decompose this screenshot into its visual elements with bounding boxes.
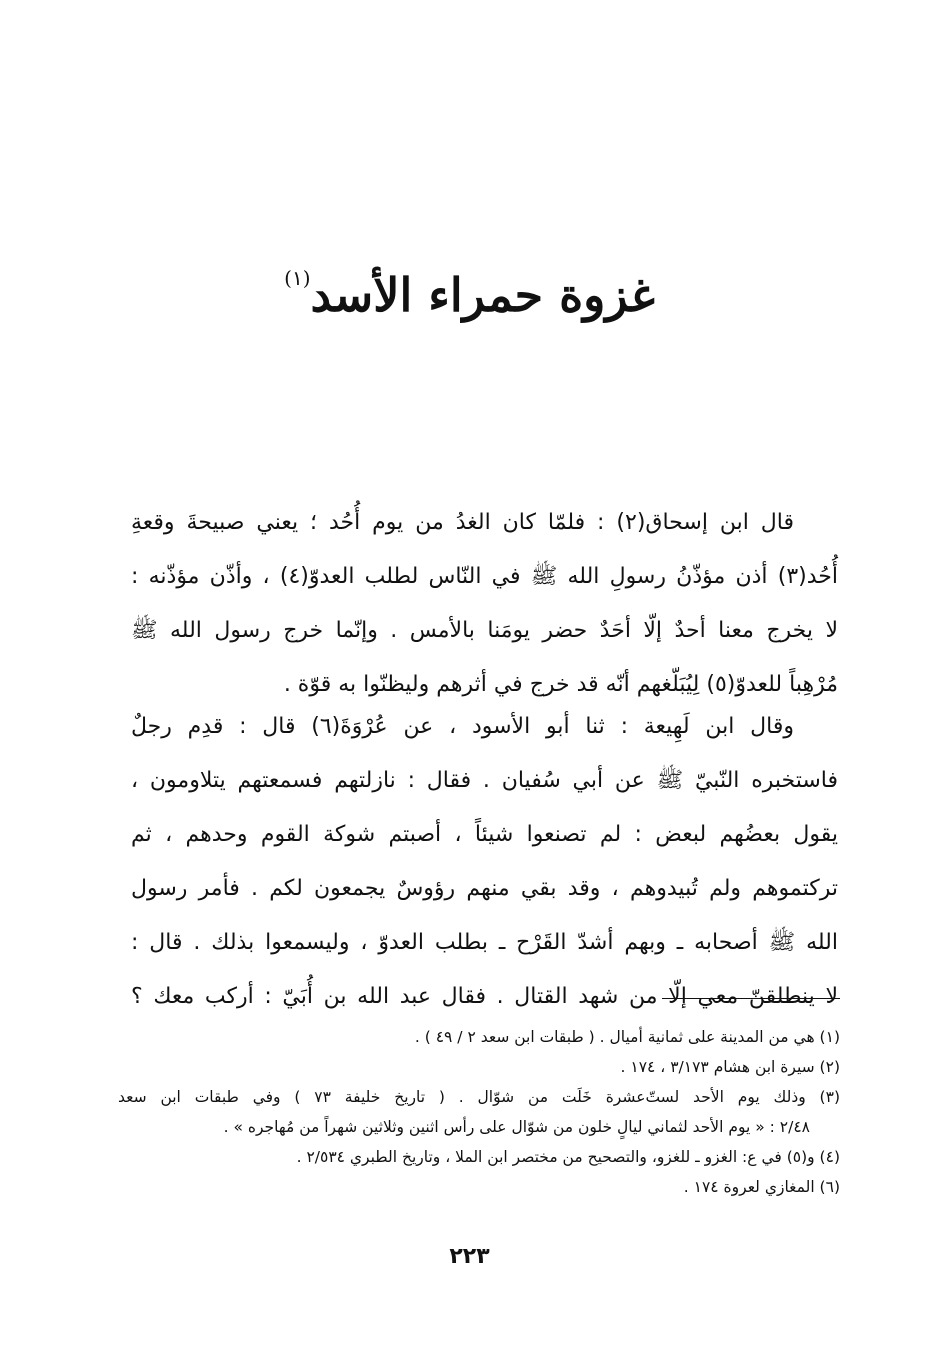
footnote: (٢) سيرة ابن هشام ٣/١٧٣ ، ١٧٤ . [620, 1058, 840, 1076]
text-line: يقول بعضُهم لبعض : لم تصنعوا شيئاً ، أصبتم شوكة القوم وحدهم ، ثم [131, 822, 838, 847]
footnote-continuation: ٢/٤٨ : « يوم الأحد لثماني ليالٍ خلون من شوّال على رأس اثنين وثلاثين شهراً من مُهاجره » . [223, 1118, 810, 1136]
footnote: (٤) و(٥) في ع: الغزو ـ للغزو، والتصحيح من مختصر ابن الملا ، وتاريخ الطبري ٢/٥٣٤ . [296, 1148, 840, 1166]
text-line: لا يخرج معنا أحدٌ إلّا أحَدٌ حضر يومَنا بالأمس . وإنّما خرج رسول الله ﷺ [131, 618, 838, 643]
text-line: لا ينطلقنّ معي إلّا من شهد القتال . فقال عبد الله بن أُبَيّ : أركب معك ؟ [131, 984, 838, 1009]
paragraph-2 [131, 700, 838, 1024]
footnote: (٣) وذلك يوم الأحد لستّ‌عشرة خَلَت من شوّال . ( تاريخ خليفة ٧٣ ) وفي طبقات ابن سعد [118, 1088, 840, 1106]
paragraph-1 [131, 496, 838, 712]
footnote: (٦) المغازي لعروة ١٧٤ . [683, 1178, 840, 1196]
text-line: مُرْهِباً للعدوّ(٥) لِيُبَلّغهم أنّه قد خرج في أثرهم وليظنّوا به قوّة . [283, 672, 838, 697]
text-line: وقال ابن لَهِيعة : ثنا أبو الأسود ، عن عُرْوَةَ(٦) قال : قدِم رجلٌ [131, 714, 794, 739]
chapter-title [0, 248, 939, 325]
chapter-title-text: غزوة حمراء الأسد [310, 268, 655, 322]
footnote-separator [662, 998, 840, 999]
footnotes [118, 1022, 840, 1202]
text-line: تركتموهم ولم تُبيدوهم ، وقد بقي منهم رؤوسٌ يجمعون لكم . فأمر رسول [131, 876, 838, 901]
page-number: ٢٢٣ [449, 1244, 490, 1269]
text-line: أُحُد(٣) أذن مؤذّنُ رسولِ الله ﷺ في النّاس لطلب العدوّ(٤) ، وأذّن مؤذّنه : [131, 564, 838, 589]
text-line: قال ابن إسحاق(٢) : فلمّا كان الغدُ من يوم أُحُد ؛ يعني صبيحةَ وقعةِ [131, 510, 795, 535]
text-line: الله ﷺ أصحابه ـ وبهم أشدّ القَرْح ـ بطلب العدوّ ، وليسمعوا بذلك . قال : [131, 930, 838, 955]
text-line: فاستخبره النّبيّ ﷺ عن أبي سُفيان . فقال : نازلتهم فسمعتهم يتلاومون ، [131, 768, 838, 793]
chapter-title-note-ref: (١) [284, 266, 311, 290]
footnote: (١) هي من المدينة على ثمانية أميال . ( طبقات ابن سعد ٢ / ٤٩ ) . [414, 1028, 840, 1046]
